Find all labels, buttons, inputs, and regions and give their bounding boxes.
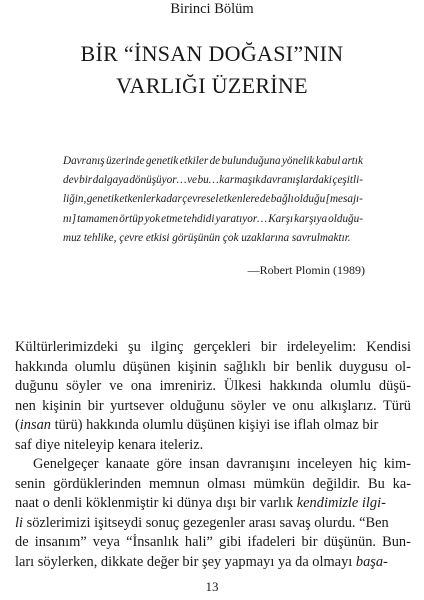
text-span: ları söylerken, dikkate değer bir şey yapmayı ya da olmayı [15, 553, 356, 570]
italic-text: başa- [355, 553, 388, 570]
paragraph-line: duğunu söyler ve ona imreniriz. Ülkesi hakkında olumlu düşü- [15, 378, 411, 394]
italic-text: li [15, 514, 23, 531]
chapter-title [0, 38, 424, 102]
chapter-title-line-2: VARLIĞI ÜZERİNE [116, 73, 308, 98]
epigraph-line: nı] tamamen örtüp yok etme tehdidi yaratıyor… Karşı karşıya olduğu- [63, 212, 363, 225]
italic-text: insan [19, 417, 51, 433]
paragraph-line [15, 553, 411, 573]
paragraph-line: saf diye niteleyip kenara iteleriz. [15, 436, 204, 453]
page-number: 13 [205, 579, 219, 594]
epigraph-line: muz tehlike, çevre etkisi görüşünün çok uzaklarına savrulmaktır. [63, 231, 351, 244]
text-span: naat o denli köklenmiştir ki dünya dışı bir varlık [15, 495, 297, 511]
epigraph-attribution: —Robert Plomin (1989) [247, 263, 365, 277]
text-span: sözlerimizi işitseydi sonuç gezegenler arası savaş olurdu. “Ben [23, 514, 389, 531]
running-head: Birinci Bölüm [170, 1, 254, 17]
paragraph-line: Genelgeçer kanaate göre insan davranışını inceleyen hiç kim- [33, 456, 411, 472]
epigraph [63, 152, 363, 248]
epigraph-line: Davranış üzerinde genetik etkiler de bulunduğuna yönelik kabul artık [63, 155, 363, 167]
paragraph-line: Kültürlerimizdeki şu ilginç gerçekleri bir irdeleyelim: Kendisi [15, 339, 411, 355]
paragraph-line [15, 494, 411, 514]
paragraph-line: de insanım” veya “İnsanlık hali” gibi ifadeleri bir düşünün. Bun- [15, 534, 411, 550]
paragraph-line [15, 416, 411, 436]
epigraph-line: dev bir dalgaya dönüşüyor… ve bu… karmaşık davranışlardaki çeşitli- [63, 174, 363, 187]
text-span: ( [15, 417, 20, 433]
paragraph-line: hakkında olumlu düşünen kişinin sağlıklı bir benlik duygusu ol- [15, 358, 411, 375]
paragraph-line [15, 514, 411, 534]
italic-text: kendimizle ilgi- [296, 495, 386, 511]
text-span: türü) hakkında olumlu düşünen kişiyi ise iflah olmaz bir [50, 417, 379, 433]
paragraph-line: nen kişinin bir yurtsever olduğunu söyler ve onu alkışlarız. Türü [15, 397, 411, 414]
epigraph-line: liğin, genetik etkenler kadar çevresel etkenlere de bağlı olduğu [mesajı- [63, 193, 363, 206]
chapter-title-line-1: BİR “İNSAN DOĞASI”NIN [80, 41, 344, 66]
paragraph-line: senin gördüklerinden memnun olması mümkün değildir. Bu ka- [15, 475, 411, 492]
body-text [15, 338, 411, 572]
